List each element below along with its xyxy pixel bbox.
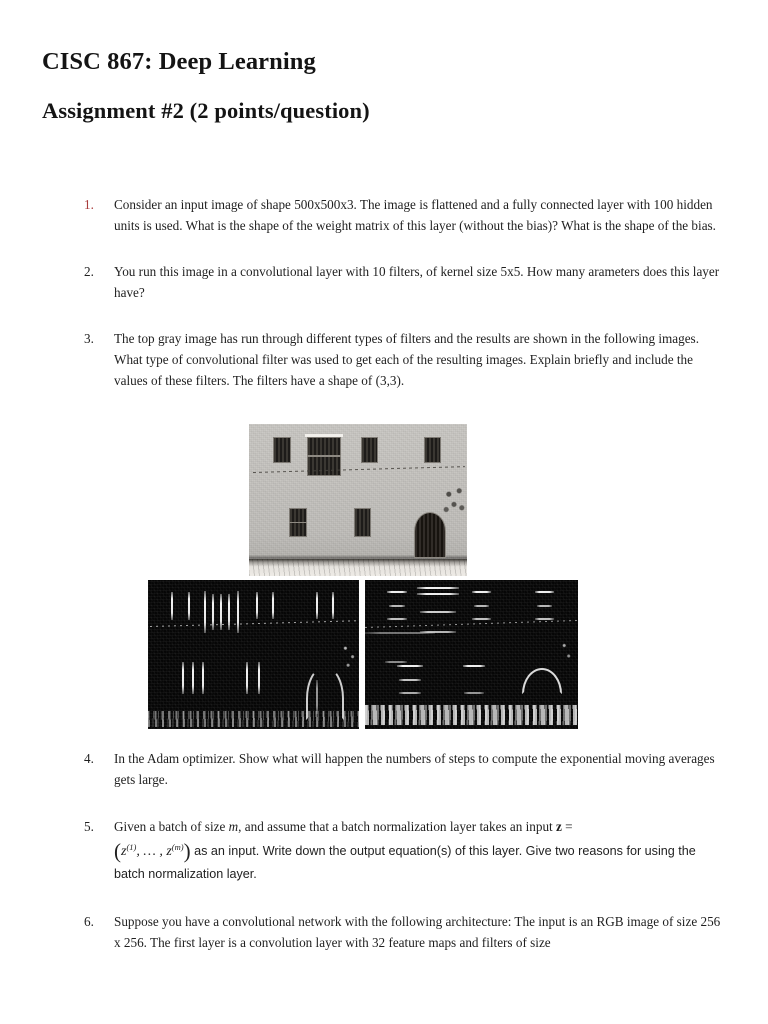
q5-z1-superscript: (1) bbox=[126, 842, 137, 853]
ground-texture bbox=[249, 559, 467, 576]
h-edge-lower-window-1-top bbox=[397, 665, 423, 667]
v-edge-lower-window-2-left bbox=[246, 662, 248, 694]
h-edge-lower-window-1-mullion bbox=[399, 679, 421, 681]
question-item-6 bbox=[84, 911, 724, 954]
question-item-2 bbox=[84, 261, 724, 304]
q5-zm-base: z bbox=[166, 844, 172, 860]
v-edge-lower-window-2-right bbox=[258, 662, 260, 694]
h-edge-upper-window-4-mid bbox=[537, 605, 552, 607]
figure-original-gray-image bbox=[249, 424, 467, 576]
question-text-1: Consider an input image of shape 500x500x3. The image is flattened and a fully connected layer with 100 hidden units is used. What is the shape of the weight matrix of this layer (without the bias)? What is the shape of the bias. bbox=[114, 197, 716, 234]
q5-text-part2: , and assume that a batch normalization layer takes an input bbox=[238, 818, 557, 834]
q5-math-z-bold: z bbox=[556, 818, 562, 834]
q5-open-paren: ( bbox=[114, 839, 121, 864]
q5-comma-ellipsis: , … , bbox=[136, 844, 167, 860]
h-edge-upper-window-1-top bbox=[387, 591, 407, 593]
question-item-5 bbox=[84, 816, 724, 885]
upper-window-3 bbox=[361, 437, 378, 463]
question-text-4: In the Adam optimizer. Show what will happen the numbers of steps to compute the exponential moving averages gets large. bbox=[114, 750, 715, 788]
q5-zm-superscript: (m) bbox=[171, 842, 184, 853]
h-edge-upper-window-3-top bbox=[472, 591, 491, 593]
v-edge-upper-window-1-right bbox=[188, 592, 190, 620]
v-edge-lower-window-1-mid bbox=[192, 662, 194, 694]
h-edge-upper-window-1-sill bbox=[387, 618, 407, 620]
question-number-4: 4. bbox=[84, 750, 94, 766]
question-item-4 bbox=[84, 748, 724, 791]
question-number-1: 1. bbox=[84, 197, 94, 212]
question-number-3: 3. bbox=[84, 330, 94, 346]
h-edge-lower-window-2-sill bbox=[464, 692, 484, 694]
v-edge-upper-window-4-left bbox=[316, 592, 318, 619]
question-text-6: Suppose you have a convolutional network with the following architecture: The input is an RGB image of size 256 x 256. The first layer is a convolution layer with 32 feature maps and filters of size bbox=[114, 914, 721, 951]
h-edge-lower-window-1-sill bbox=[399, 692, 421, 694]
q5-math-m: m bbox=[228, 818, 239, 834]
q5-z1-base: z bbox=[121, 844, 127, 860]
upper-window-1 bbox=[273, 437, 291, 463]
h-edge-upper-window-2-mullion bbox=[420, 611, 456, 613]
h-edge-upper-window-4-top bbox=[535, 591, 554, 593]
h-edge-wall-seam bbox=[365, 632, 435, 634]
h-edge-upper-window-3-mid bbox=[474, 605, 489, 607]
question-text-5 bbox=[114, 819, 696, 881]
lower-window-2 bbox=[354, 508, 371, 537]
question-text-3: The top gray image has run through different types of filters and the results are shown in the following images. What type of convolutional filter was used to get each of the resulting images. Explain briefly and include the values of these filters. The filters have a shape of (3,3). bbox=[114, 330, 699, 389]
v-edge-upper-window-4-right bbox=[332, 592, 334, 619]
foliage bbox=[441, 484, 467, 518]
page-title: CISC 867: Deep Learning bbox=[42, 48, 316, 75]
upper-window-2-mullion bbox=[307, 455, 341, 457]
v-edge-foliage bbox=[340, 638, 358, 672]
h-edge-foliage bbox=[557, 638, 575, 668]
question-number-2: 2. bbox=[84, 263, 94, 279]
v-edge-upper-window-1-left bbox=[171, 592, 173, 620]
v-edge-door-plank bbox=[316, 680, 318, 714]
figure-horizontal-edge-filtered bbox=[365, 580, 578, 729]
v-edge-upper-window-3-right bbox=[272, 592, 274, 619]
question-item-3 bbox=[84, 328, 724, 392]
h-edge-upper-window-2-awning bbox=[417, 587, 459, 589]
question-item-1 bbox=[84, 194, 724, 237]
q5-close-paren: ) bbox=[183, 839, 191, 864]
v-edge-upper-window-2-right bbox=[237, 591, 239, 633]
h-edge-upper-window-3-sill bbox=[472, 618, 491, 620]
h-edge-lower-window-1-lintel bbox=[385, 661, 407, 663]
q5-text-part1: Given a batch of size bbox=[114, 818, 229, 834]
question-number-5: 5. bbox=[84, 818, 94, 834]
upper-window-4 bbox=[424, 437, 441, 463]
q5-math-equals: = bbox=[561, 818, 573, 834]
page-subtitle: Assignment #2 (2 points/question) bbox=[42, 98, 370, 123]
q5-math-expression bbox=[114, 839, 696, 881]
question-number-6: 6. bbox=[84, 914, 94, 930]
h-edge-upper-window-2-top bbox=[417, 593, 459, 595]
v-edge-lower-window-1-left bbox=[182, 662, 184, 694]
v-edge-upper-window-2-left bbox=[204, 591, 206, 633]
lower-window-1-mullion bbox=[289, 522, 307, 523]
figure-vertical-edge-filtered bbox=[148, 580, 359, 729]
h-edge-ground bbox=[365, 705, 578, 725]
v-edge-upper-window-3-left bbox=[256, 592, 258, 619]
h-edge-lower-window-2-top bbox=[463, 665, 485, 667]
q5-text-part3: as an input. Write down the output equation(s) of this layer. Give two reasons for using the batch normalization layer. bbox=[114, 844, 696, 881]
v-edge-ground bbox=[148, 711, 359, 727]
question-text-2: You run this image in a convolutional layer with 10 filters, of kernel size 5x5. How many arameters does this layer have? bbox=[114, 263, 720, 301]
arched-door bbox=[414, 512, 446, 558]
v-edge-lower-window-1-right bbox=[202, 662, 204, 694]
h-edge-upper-window-4-sill bbox=[535, 618, 554, 620]
h-edge-upper-window-1-mid bbox=[389, 605, 405, 607]
